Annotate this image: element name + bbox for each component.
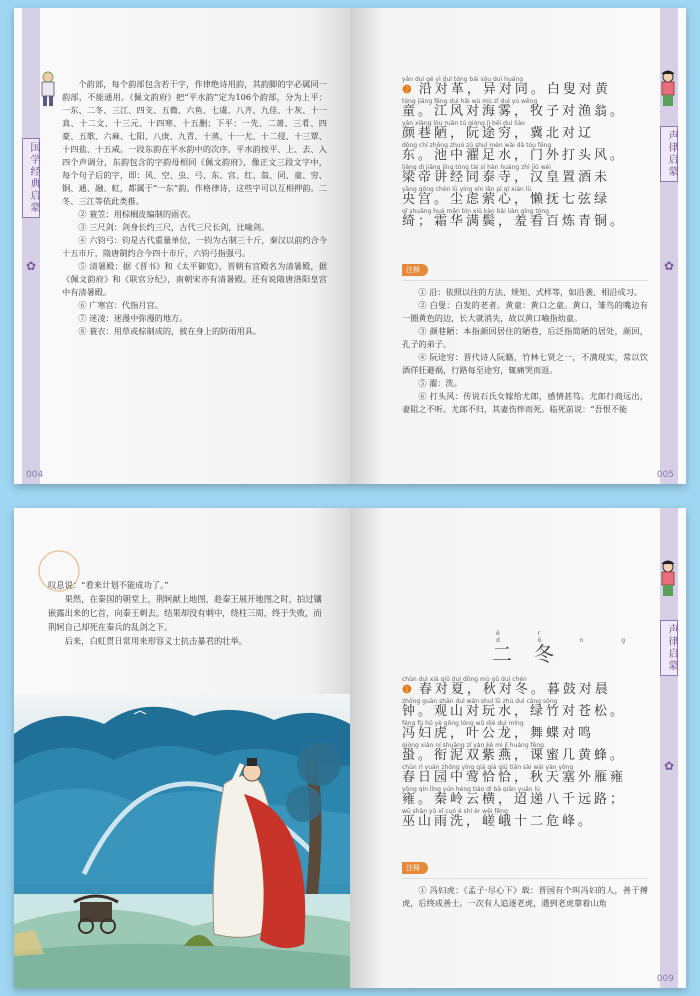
note-item: ④ 阮途穷：晋代诗人阮籍，竹林七贤之一，不满现实，常以饮酒佯狂避祸，行路每至途穷，辄痛哭而返。 (402, 352, 648, 375)
verse-line (402, 808, 650, 830)
verse-text: 绮；霜华满鬓，羞看百炼青铜。 (402, 214, 627, 229)
verse-text: 雍。秦岭云横，迢递八千远路； (402, 792, 627, 807)
pinyin: wū shān yǔ xǐ cuó é shí èr wēi fēng (402, 808, 508, 815)
verse-line (402, 676, 650, 698)
note-item: ④ 六钧弓：钧是古代重量单位，一钧为古制三十斤，秦汉以前约合今十五市斤，隋唐制约合今四十市斤，六钧弓指强弓。 (62, 235, 327, 258)
pinyin: liáng dì jiǎng jīng tóng tài sì hàn huáng zhì jiǔ wèi (402, 164, 551, 171)
notes-text (402, 884, 648, 910)
verse-text: 冯妇虎，叶公龙，舞蝶对鸣 (402, 726, 595, 741)
note-item: ② 白叟：白发的老者。黄童：黄口之童。黄口，雏鸟的嘴边有一圈黄色的边，长大就消失，故以黄口喻指幼童。 (402, 300, 648, 323)
body-text (62, 78, 327, 338)
page-story (14, 508, 350, 988)
note-item: ② 蓑笠：用棕榈皮编制的雨衣。 (78, 209, 196, 219)
note-item: ③ 三尺剑：剑身长约三尺，古代三尺长剑，比喻剑。 (78, 222, 270, 232)
section-title: 二冬 (492, 642, 576, 666)
verse-line (402, 164, 650, 186)
note-item: ③ 颜巷陋：本指颜回居住的陋巷，后泛指简陋的居处，颜回，孔子的弟子。 (402, 326, 648, 349)
sidebar-label: 国学经典启蒙 (22, 138, 40, 218)
pinyin: qǐ shuāng huá mǎn bìn xiū kàn bǎi liàn qīng tóng (402, 208, 550, 215)
verse-text: 春对夏，秋对冬。暮鼓对晨 (418, 682, 611, 697)
note-item: ① 冯妇虎：《孟子·尽心下》载：晋国有个叫冯妇的人，善于搏虎，后终成善士。一次有人追逐老虎，遇到老虎靠着山角 (402, 885, 648, 908)
pinyin: dōng chí zhōng zhuó zú shuǐ mén wài dǎ tóu fēng (402, 142, 552, 149)
verse-line (402, 208, 650, 230)
book-spread-bottom (14, 508, 686, 988)
pinyin: chūn rì yuán zhōng yīng qià qià qiū tiān sài wài yàn yōng (402, 764, 574, 771)
verse-text: 沿对革，异对同。白叟对黄 (418, 82, 611, 97)
story-paragraph: 后来，白虹贯日常用来形容义士抗击暴君的壮举。 (64, 636, 248, 646)
verse-text: 央宫。尘虑萦心，懒抚七弦绿 (402, 192, 611, 207)
verse-line (402, 76, 650, 98)
body-paragraph: 个韵部，每个韵部包含若干字，作律绝诗用韵，其韵脚的字必属同一韵部，不能通用。《佩文韵府》把“平水韵”定为106个韵部，分为上平：一东、二冬、三江、四支、五微、六鱼、七虞、八齐、九佳、十灰、十一真、十二文、十三元、十四寒、十五删；下平：一先、二萧、三肴、四豪、五歌、六麻、七阳、八庚、九青、十蒸、十一尤、十二侵、十三覃、十四盐、十五咸。一段东韵在平水韵中的次序。平水韵按平、上、去、入四个声调分，东韵包含的字韵母相同《佩文韵府》，像正文三段文字中，每个句子后的字，即：风、空、虫、弓、东、宫、红、翁、同、童、穷、铜、通、融、虹，都属于“一东”韵。作格律诗，这些字可以互相押韵。二冬、三江等依此类推。 (62, 79, 327, 206)
pinyin: féng fù hǔ yè gōng lóng wǔ dié duì míng (402, 720, 524, 727)
page-004 (14, 8, 350, 484)
verse-text: 东。池中濯足水，门外打头风。 (402, 148, 627, 163)
flower-ornament-icon: ✿ (25, 259, 37, 273)
page-number: 005 (656, 470, 674, 480)
verse-line (402, 698, 650, 720)
verse-line (402, 764, 650, 786)
sidebar-label: 声律启蒙 (660, 126, 678, 182)
note-item: ⑥ 广寒宫：代指月宫。 (78, 300, 163, 310)
verse-text: 春日园中莺恰恰，秋天塞外雁雍 (402, 770, 627, 785)
verse-line (402, 142, 650, 164)
notes-text (402, 286, 648, 416)
verse-text: 童。江风对海雾，牧子对渔翁。 (402, 104, 627, 119)
story-paragraph: 叹息说：“看来计划不能成功了。” (48, 580, 169, 590)
stanza-number-icon: ❷ (402, 83, 415, 96)
note-item: ⑦ 迷凌：迷漫中弥漫的地方。 (78, 313, 188, 323)
verse-text: 颜巷陋，阮途穷，冀北对辽 (402, 126, 595, 141)
page-number: 009 (656, 974, 674, 984)
verse-text: 钟。观山对玩水，绿竹对苍松。 (402, 704, 627, 719)
pinyin: yōng qín lǐng yún héng tiáo dì bā qiān yuǎn lù (402, 786, 540, 793)
pinyin: tóng jiāng fēng duì hǎi wù mù zǐ duì yú wēng (402, 98, 538, 105)
pinyin: zhōng guān shān duì wán shuǐ lǜ zhú duì cāng sōng (402, 698, 558, 705)
note-item: ⑤ 濯：洗。 (418, 378, 462, 388)
pinyin: yán xiàng lòu ruǎn tú qióng jì běi duì liáo (402, 120, 525, 127)
pinyin: chūn duì xià qiū duì dōng mù gǔ duì chén (402, 676, 527, 683)
verse-block (402, 76, 650, 230)
verse-line (402, 98, 650, 120)
sidebar-label: 声律启蒙 (660, 620, 678, 676)
title-pinyin: èr dōng (496, 630, 664, 644)
verse-line (402, 786, 650, 808)
book-spread-top (14, 8, 686, 484)
verse-block (402, 676, 650, 830)
notes-badge: 注释 (402, 862, 428, 874)
pinyin: qióng xián ní shuāng zǐ yàn kè mì jǐ huáng fēng (402, 742, 544, 749)
pinyin: yāng gōng chén lǜ yíng xīn lǎn pī qī xián lǜ (402, 186, 532, 193)
page-009 (350, 508, 686, 988)
verse-line (402, 186, 650, 208)
divider (402, 878, 648, 879)
verse-line (402, 120, 650, 142)
girl-figure-icon (656, 70, 680, 110)
note-item: ⑧ 蓑衣：用草或棕制成的，披在身上的防雨用具。 (78, 326, 262, 336)
note-item: ⑥ 打头风：传说石氏女嫁给尤郎，感情甚笃。尤郎行商远出，妻阻之不听。尤郎不归，其妻伤悴而死。临死前说：“吾恨不能 (402, 391, 648, 414)
girl-figure-icon (656, 560, 680, 600)
verse-line (402, 720, 650, 742)
note-item: ① 沿：依照以往的方法、规矩、式样等，如沿袭、相沿成习。 (418, 287, 643, 297)
verse-line (402, 742, 650, 764)
flower-ornament-icon: ✿ (663, 259, 675, 273)
page-005 (350, 8, 686, 484)
illustration-jing-ke (14, 694, 350, 988)
verse-text: 巫山雨洗，嵯峨十二危峰。 (402, 814, 595, 829)
verse-text: 蛩。衔泥双紫燕，课蜜几黄蜂。 (402, 748, 627, 763)
child-figure-icon (36, 70, 60, 110)
flower-ornament-icon: ✿ (663, 759, 675, 773)
story-paragraph: 果然，在秦国的朝堂上，荆轲献上地图，趁秦王展开地图之时，拍过镶嵌露出来的匕首，向秦王刺去。结果却没有刺中，绕柱三周，终于失败，而荆轲自己却死在秦兵的乱剑之下。 (48, 594, 322, 632)
page-number: 004 (26, 470, 44, 480)
verse-text: 梁帝讲经同泰寺，汉皇置酒未 (402, 170, 611, 185)
stanza-number-icon: ❶ (402, 683, 415, 696)
notes-badge: 注释 (402, 264, 428, 276)
pinyin: yán duì gé yì duì tóng bái sǒu duì huáng (402, 76, 524, 83)
divider (402, 280, 648, 281)
note-item: ⑤ 清暑殿：据《晋书》和《太平御览》，晋朝有宫殿名为清暑殿，据《佩文韵府》和《联官分纪》，南朝宋亦有清暑殿。还有说隋唐洛阳皇宫中有清暑殿。 (62, 261, 327, 297)
story-text (48, 578, 328, 648)
